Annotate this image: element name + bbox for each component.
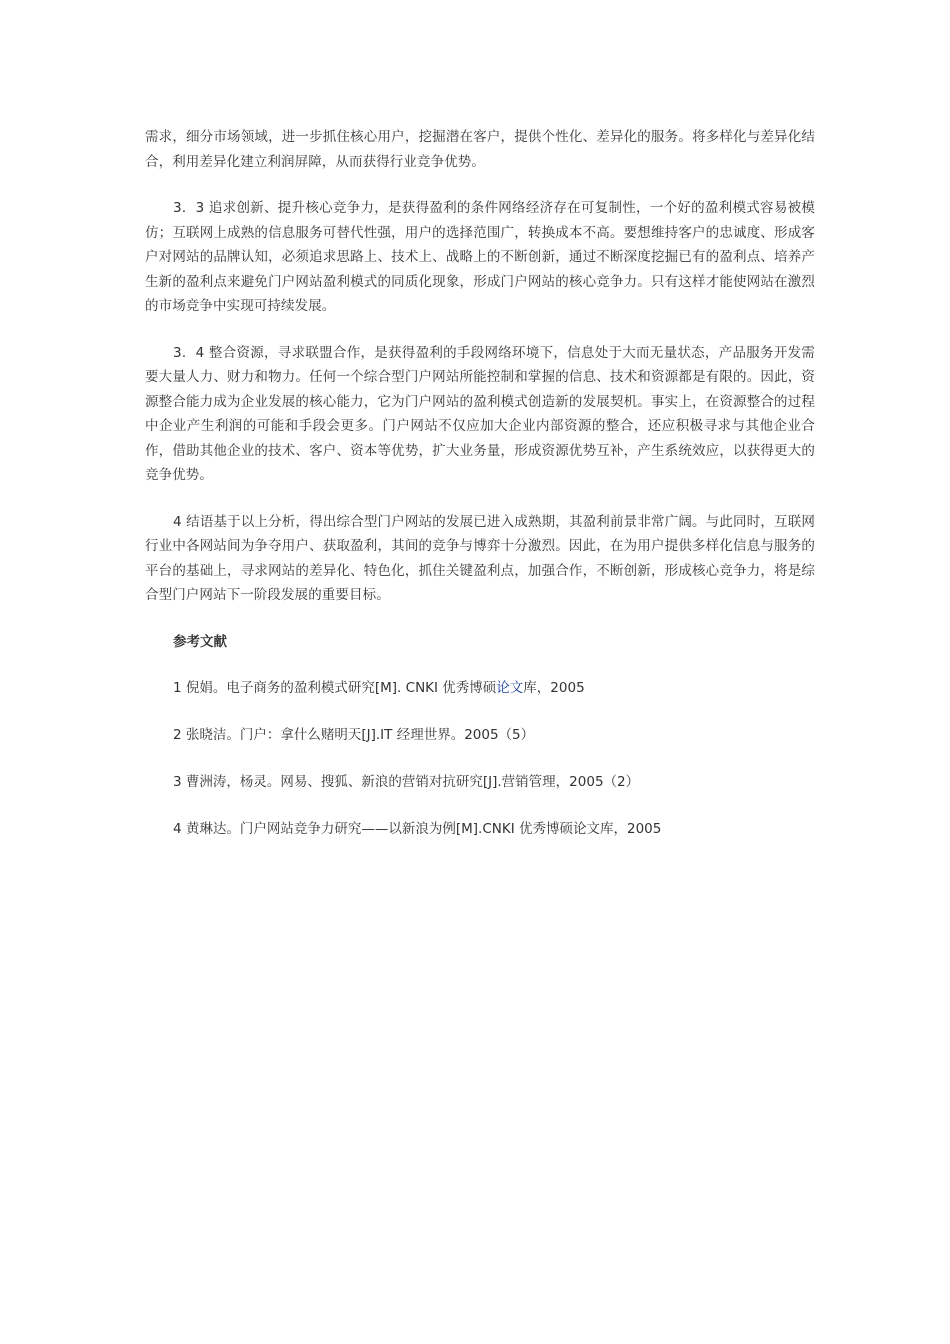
reference-item-1: [145, 676, 815, 700]
reference-item-4: 4 黄琳达。门户网站竞争力研究——以新浪为例[M].CNKI 优秀博硕论文库，2005: [173, 820, 662, 837]
paragraph-section-3-4: 3．4 整合资源，寻求联盟合作，是获得盈利的手段网络环境下，信息处于大而无量状态，产品服务开发需要大量人力、财力和物力。任何一个综合型门户网站所能控制和掌握的信息、技术和资源都是有限的。因此，资源整合能力成为企业发展的核心能力，它为门户网站的盈利模式创造新的发展契机。事实上，在资源整合的过程中企业产生利润的可能和手段会更多。门户网站不仅应加大企业内部资源的整合，还应积极寻求与其他企业合作，借助其他企业的技术、客户、资本等优势，扩大业务量，形成资源优势互补，产生系统效应，以获得更大的竞争优势。: [145, 344, 815, 483]
paragraph-conclusion: 4 结语基于以上分析，得出综合型门户网站的发展已进入成熟期，其盈利前景非常广阔。与此同时，互联网行业中各网站间为争夺用户、获取盈利，其间的竞争与博弈十分激烈。因此，在为用户提供多样化信息与服务的平台的基础上，寻求网站的差异化、特色化，抓住关键盈利点，加强合作，不断创新，形成核心竞争力，将是综合型门户网站下一阶段发展的重要目标。: [145, 513, 815, 603]
reference-1-text-after: 库，2005: [523, 679, 585, 696]
reference-1-link[interactable]: 论文: [496, 679, 524, 696]
reference-item-3: 3 曹洲涛，杨灵。网易、搜狐、新浪的营销对抗研究[J].营销管理，2005（2）: [173, 773, 640, 790]
references-heading: 参考文献: [173, 633, 227, 650]
reference-item-2: 2 张晓洁。门户：拿什么赌明天[J].IT 经理世界。2005（5）: [173, 726, 535, 743]
reference-1-text-before: 1 倪娟。电子商务的盈利模式研究[M]. CNKI 优秀博硕: [173, 679, 497, 696]
document-page: [145, 125, 815, 864]
paragraph-continuation: 需求，细分市场领域，进一步抓住核心用户，挖掘潜在客户，提供个性化、差异化的服务。将多样化与差异化结合，利用差异化建立利润屏障，从而获得行业竞争优势。: [145, 129, 815, 170]
paragraph-section-3-3: 3．3 追求创新、提升核心竞争力，是获得盈利的条件网络经济存在可复制性，一个好的盈利模式容易被模仿；互联网上成熟的信息服务可替代性强，用户的选择范围广，转换成本不高。要想维持客户的忠诚度、形成客户对网站的品牌认知，必须追求思路上、技术上、战略上的不断创新，通过不断深度挖掘已有的盈利点、培养产生新的盈利点来避免门户网站盈利模式的同质化现象，形成门户网站的核心竞争力。只有这样才能使网站在激烈的市场竞争中实现可持续发展。: [145, 200, 815, 314]
